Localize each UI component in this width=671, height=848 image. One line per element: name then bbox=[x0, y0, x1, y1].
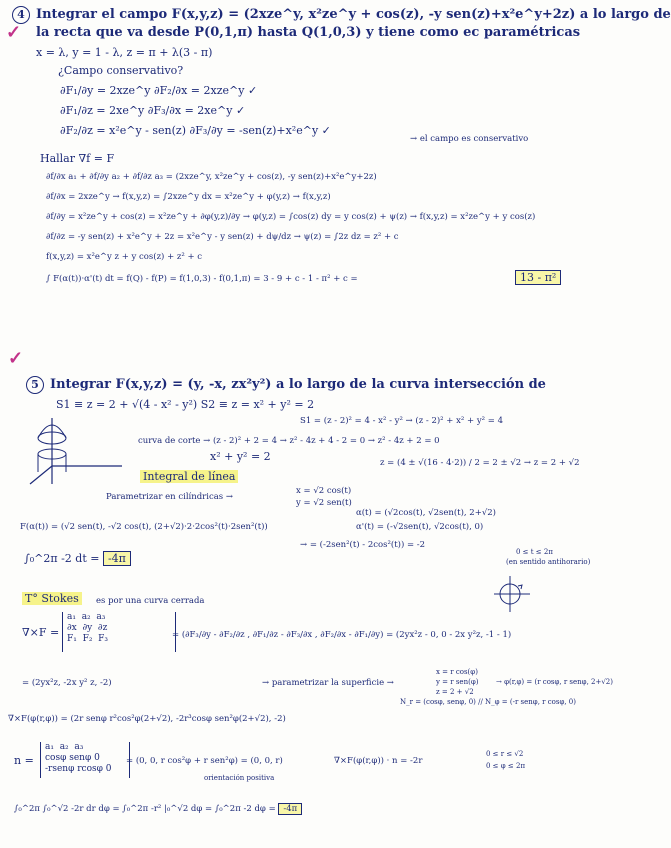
problem-5-statement: Integrar F(x,y,z) = (y, -x, zx²y²) a lo largo de la curva intersección de bbox=[50, 377, 546, 392]
surfaces: S1 ≡ z = 2 + √(4 - x² - y²) S2 ≡ z = x² + y² = 2 bbox=[56, 398, 315, 411]
surface-phi: → φ(r,φ) = (r cosφ, r senφ, 2+√2) bbox=[496, 678, 613, 686]
double-integral: ∫₀^2π ∫₀^√2 -2r dr dφ = ∫₀^2π -r² |₀^√2 dφ = ∫₀^2π -2 dφ = -4π bbox=[14, 804, 302, 814]
alpha-prime: α'(t) = (-√2sen(t), √2cos(t), 0) bbox=[356, 522, 484, 532]
potential-step-3: ∂f/∂z = -y sen(z) + x²e^y + 2z = x²e^y - y sen(z) + dψ/dz → ψ(z) = ∫2z dz = z² + c bbox=[46, 232, 399, 242]
partial-derivatives-1: ∂F₁/∂y = 2xze^y ∂F₂/∂x = 2xze^y ✓ bbox=[60, 84, 258, 97]
normal-determinant: a₁ a₂ a₃ cosφ senφ 0 -rsenφ rcosφ 0 bbox=[40, 742, 130, 778]
potential-step-2: ∂f/∂y = x²ze^y + cos(z) = x²ze^y + ∂φ(y,z)/∂y → φ(y,z) = ∫cos(z) dy = y cos(z) + ψ(z) → f(x,y,z) = x²ze^y + y cos(z) bbox=[46, 212, 536, 222]
stokes-note: es por una curva cerrada bbox=[96, 596, 205, 606]
problem-4-statement-1: Integrar el campo F(x,y,z) = (2xze^y, x²ze^y + cos(z), -y sen(z)+x²e^y+2z) a lo largo de bbox=[36, 7, 671, 22]
surfaces-sketch-icon bbox=[22, 414, 132, 490]
normal-orientation-note: orientación positiva bbox=[204, 774, 275, 782]
potential-step-1: ∂f/∂x = 2xze^y → f(x,y,z) = ∫2xze^y dx = x²ze^y + φ(y,z) → f(x,y,z) bbox=[46, 192, 331, 202]
conservative-question: ¿Campo conservativo? bbox=[58, 64, 184, 77]
problem-4-number: 4 bbox=[12, 6, 30, 24]
orientation-note: (en sentido antihorario) bbox=[506, 558, 591, 566]
curl-expression: = (∂F₃/∂y - ∂F₂/∂z , ∂F₁/∂z - ∂F₃/∂x , ∂F₂/∂x - ∂F₁/∂y) = (2yx²z - 0, 0 - 2x y²z, -1 - 1) bbox=[172, 630, 512, 640]
problem-4-param: x = λ, y = 1 - λ, z = π + λ(3 - π) bbox=[36, 46, 213, 59]
problem-4-answer: 13 - π² bbox=[515, 271, 561, 284]
line-integral-title: Integral de línea bbox=[140, 470, 238, 483]
check-mark-icon: ✓ bbox=[6, 22, 22, 43]
line-integral: ∫₀^2π -2 dt = -4π bbox=[24, 552, 131, 565]
surface-param-y: y = r sen(φ) bbox=[436, 678, 479, 686]
curl-at-surface: ∇×F(φ(r,φ)) = (2r senφ r²cos²φ(2+√2), -2r³cosφ sen²φ(2+√2), -2) bbox=[8, 714, 286, 724]
orientation-sketch-icon bbox=[492, 574, 532, 614]
curl-determinant: a₁ a₂ a₃ ∂x ∂y ∂z F₁ F₂ F₃ bbox=[62, 612, 176, 652]
gradient-equation: ∂f/∂x a₁ + ∂f/∂y a₂ + ∂f/∂z a₃ = (2xze^y, x²ze^y + cos(z), -y sen(z)+x²e^y+2z) bbox=[46, 172, 377, 182]
quadratic-solution: z = (4 ± √(16 - 4·2)) / 2 = 2 ± √2 → z = 2 + √2 bbox=[380, 458, 580, 468]
param-surface: → parametrizar la superficie → bbox=[262, 678, 394, 688]
bounds-r: 0 ≤ r ≤ √2 bbox=[486, 750, 524, 758]
problem-5-number: 5 bbox=[26, 376, 44, 394]
cut-curve: curva de corte → (z - 2)² + 2 = 4 → z² - 4z + 4 - 2 = 0 → z² - 4z + 2 = 0 bbox=[138, 436, 440, 446]
dot-product: → = (-2sen²(t) - 2cos²(t)) = -2 bbox=[300, 540, 426, 550]
s1-work: S1 = (z - 2)² = 4 - x² - y² → (z - 2)² + x² + y² = 4 bbox=[300, 416, 503, 426]
param-y: y = √2 sen(t) bbox=[296, 498, 352, 508]
partial-derivatives-3: ∂F₂/∂z = x²e^y - sen(z) ∂F₃/∂y = -sen(z)+x²e^y ✓ bbox=[60, 124, 331, 137]
surface-param-z: z = 2 + √2 bbox=[436, 688, 474, 696]
param-x: x = √2 cos(t) bbox=[296, 486, 352, 496]
t-range: 0 ≤ t ≤ 2π bbox=[516, 548, 553, 556]
surface-param-x: x = r cos(φ) bbox=[436, 668, 478, 676]
problem-4-statement-2: la recta que va desde P(0,1,π) hasta Q(1,0,3) y tiene como ec paramétricas bbox=[36, 25, 581, 40]
alpha: α(t) = (√2cos(t), √2sen(t), 2+√2) bbox=[356, 508, 496, 518]
conservative-note: → el campo es conservativo bbox=[410, 134, 529, 144]
normal-label: n = bbox=[14, 754, 34, 767]
stokes-title: T° Stokes bbox=[22, 592, 82, 605]
tangent-vectors: N_r = (cosφ, senφ, 0) // N_φ = (-r senφ, r cosφ, 0) bbox=[400, 698, 576, 706]
curl-dot-normal: ∇×F(φ(r,φ)) · n = -2r bbox=[334, 756, 423, 766]
partial-derivatives-2: ∂F₁/∂z = 2xe^y ∂F₃/∂x = 2xe^y ✓ bbox=[60, 104, 246, 117]
cut-xy: x² + y² = 2 bbox=[210, 450, 271, 463]
potential-function: f(x,y,z) = x²e^y z + y cos(z) + z² + c bbox=[46, 252, 203, 262]
check-mark-icon: ✓ bbox=[8, 348, 24, 369]
normal-result: = (0, 0, r cos²φ + r sen²φ) = (0, 0, r) bbox=[126, 756, 283, 766]
param-label: Parametrizar en cilíndricas → bbox=[106, 492, 233, 502]
F-alpha: F(α(t)) = (√2 sen(t), -√2 cos(t), (2+√2)·2·2cos²(t)·2sen²(t)) bbox=[20, 522, 268, 532]
curl-label: ∇×F = bbox=[22, 626, 60, 639]
bounds-phi: 0 ≤ φ ≤ 2π bbox=[486, 762, 526, 770]
integral-result: ∫ F(α(t))·α'(t) dt = f(Q) - f(P) = f(1,0,3) - f(0,1,π) = 3 - 9 + c - 1 - π² + c = bbox=[46, 274, 358, 284]
curl-result: = (2yx²z, -2x y² z, -2) bbox=[22, 678, 112, 688]
find-potential: Hallar ∇f = F bbox=[40, 152, 115, 165]
